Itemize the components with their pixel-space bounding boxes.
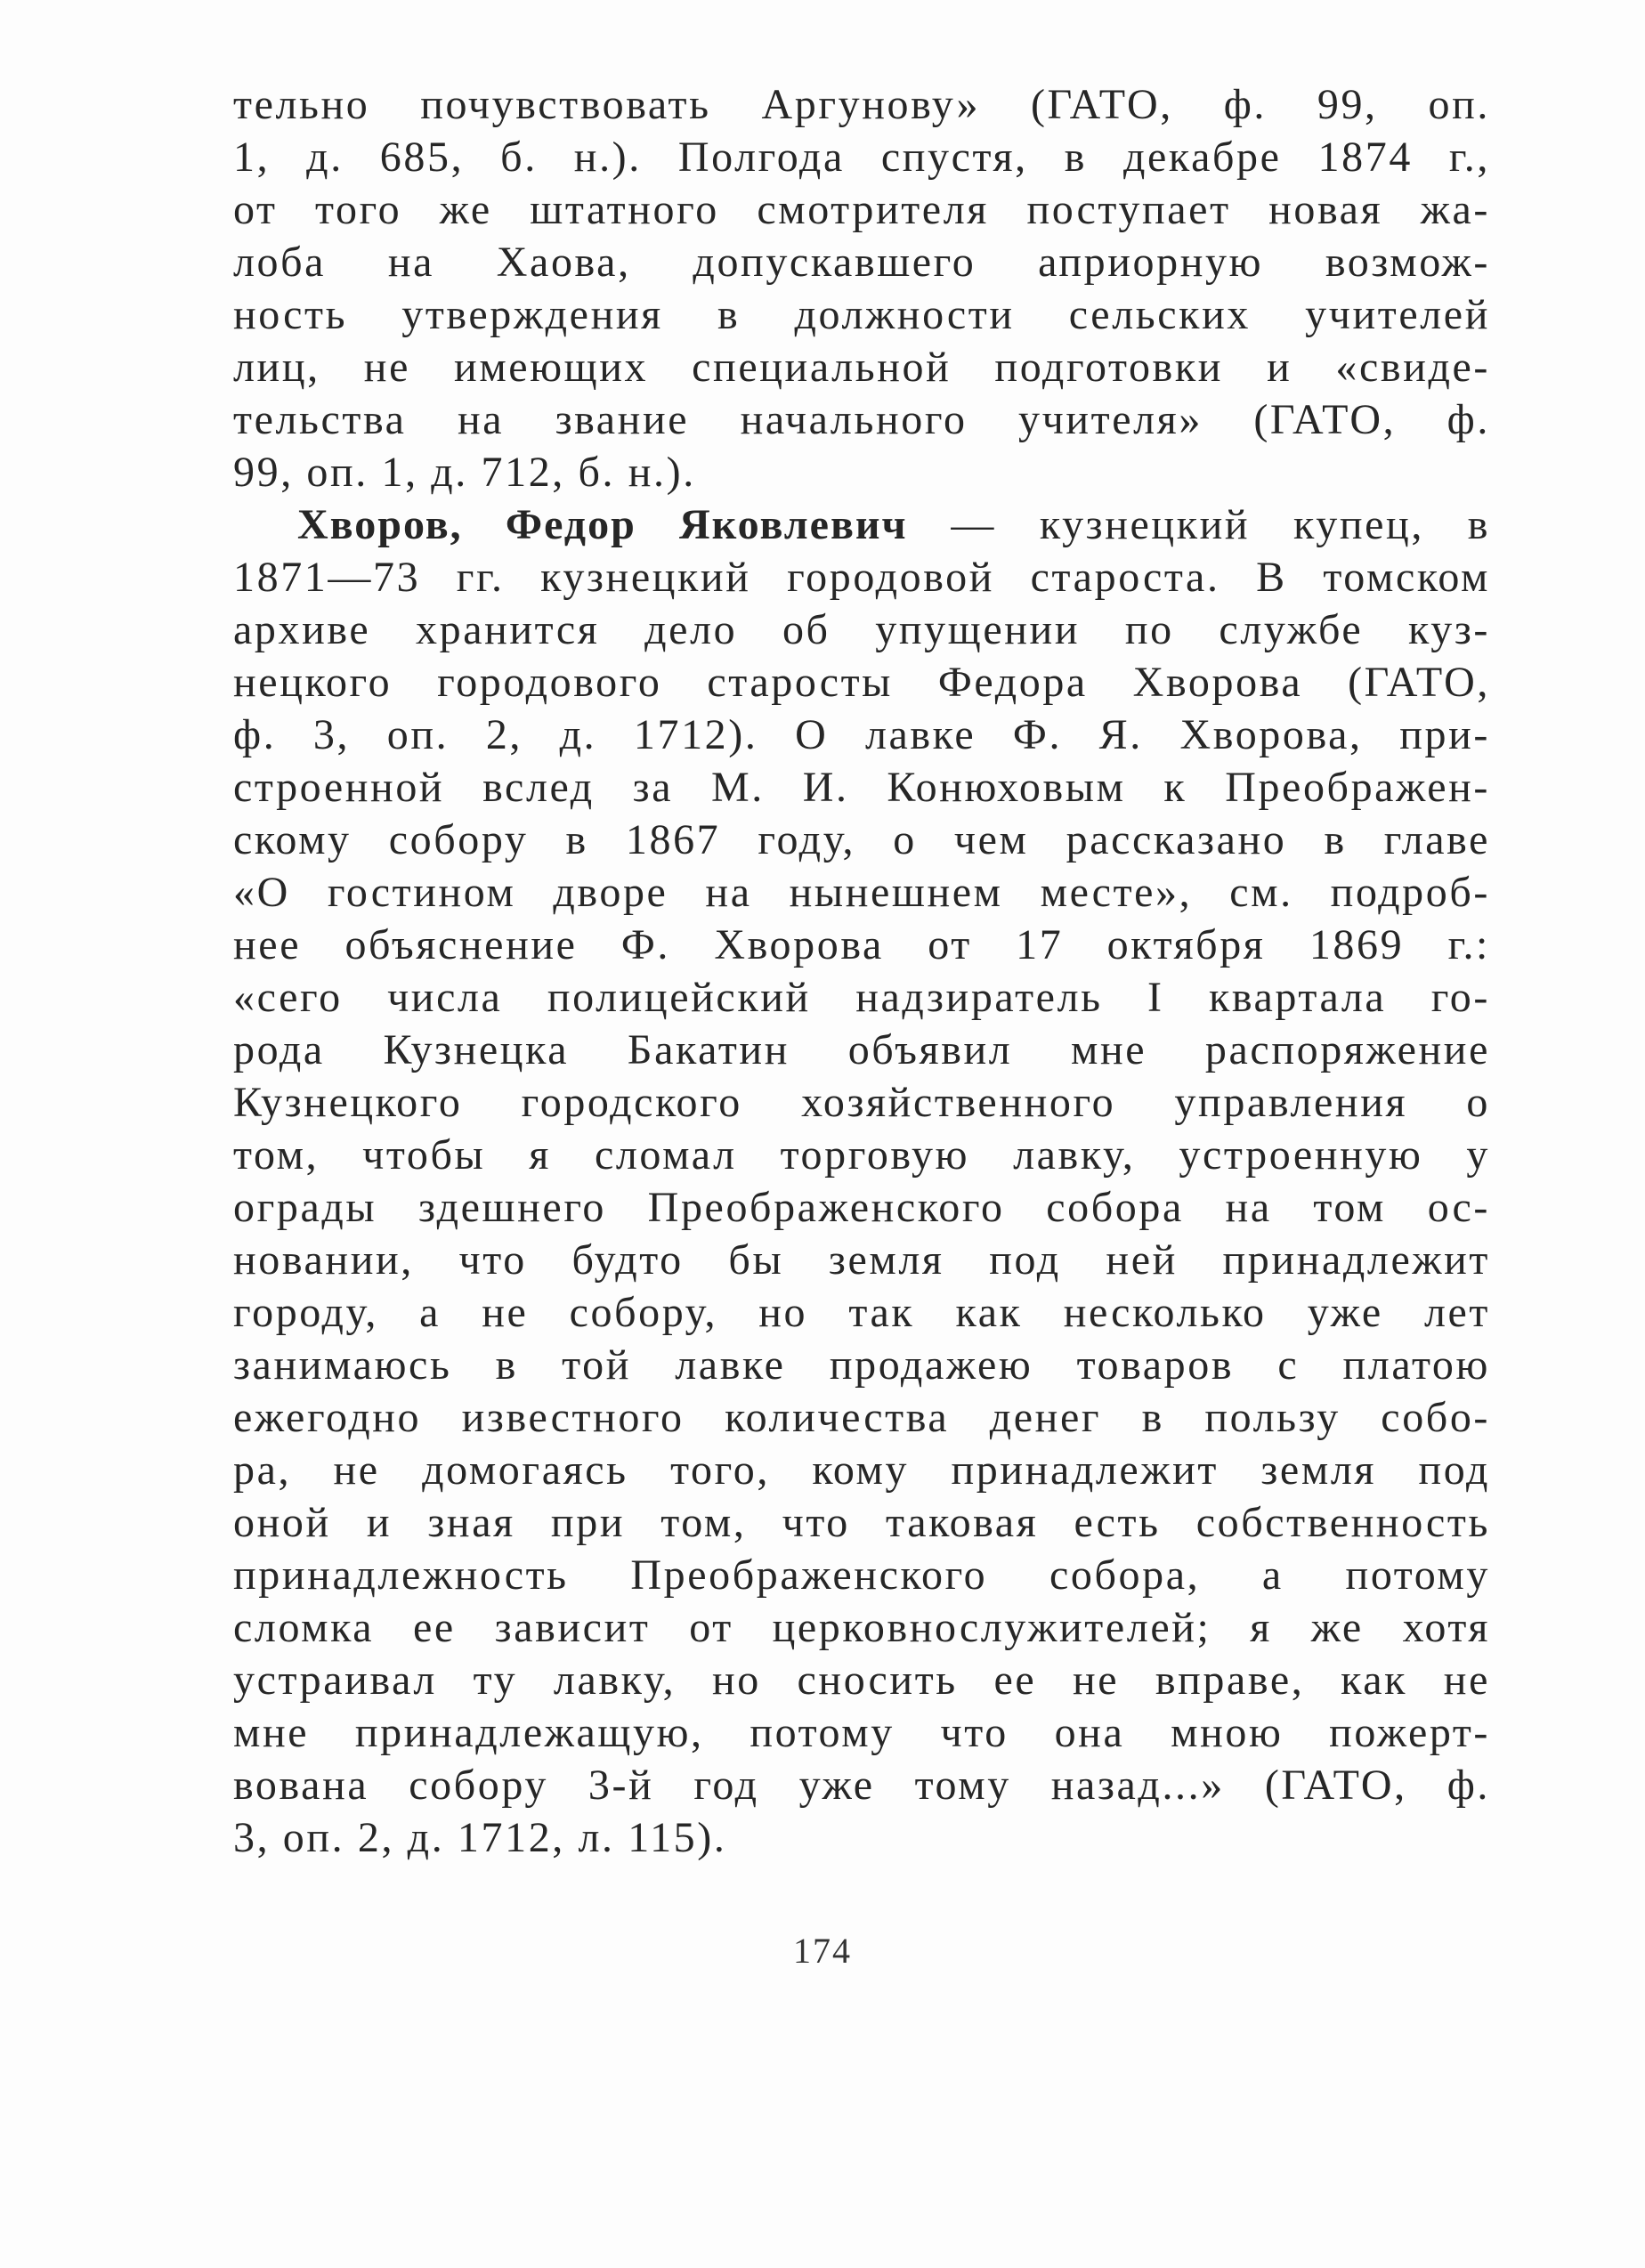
- text-line: устраивал ту лавку, но сносить ее не вправе, как не: [233, 1656, 1490, 1704]
- page-number: 174: [793, 1931, 852, 1971]
- text-line: оной и зная при том, что таковая есть собственность: [233, 1499, 1490, 1546]
- entry-first-line: [233, 498, 1490, 551]
- text-line: тельно почувствовать Аргунову» (ГАТО, ф. 99, оп.: [233, 81, 1490, 128]
- text-line: ограды здешнего Преображенского собора на том ос-: [233, 1184, 1490, 1231]
- text-line: строенной вслед за М. И. Конюховым к Преображен-: [233, 764, 1490, 811]
- text-line: 1, д. 685, б. н.). Полгода спустя, в декабре 1874 г.,: [233, 134, 1490, 181]
- text-line: сломка ее зависит от церковнослужителей; я же хотя: [233, 1604, 1490, 1651]
- entry-name: Хворов, Федор Яковлевич: [297, 501, 908, 548]
- text-line: тельства на звание начального учителя» (ГАТО, ф.: [233, 396, 1490, 443]
- text-line: занимаюсь в той лавке продажею товаров с платою: [233, 1341, 1490, 1389]
- text-line: ра, не домогаясь того, кому принадлежит земля под: [233, 1446, 1490, 1494]
- text-line: «сего числа полицейский надзиратель I квартала го-: [233, 974, 1490, 1021]
- text-line: ность утверждения в должности сельских учителей: [233, 291, 1490, 338]
- text-line: нее объяснение Ф. Хворова от 17 октября 1869 г.:: [233, 921, 1490, 968]
- text-line: 3, оп. 2, д. 1712, л. 115).: [233, 1814, 727, 1861]
- text-line: вована собору 3-й год уже тому назад...» (ГАТО, ф.: [233, 1762, 1490, 1809]
- text-line: от того же штатного смотрителя поступает новая жа-: [233, 186, 1490, 233]
- text-line: новании, что будто бы земля под ней принадлежит: [233, 1236, 1490, 1284]
- text-line: городу, а не собору, но так как несколько уже лет: [233, 1289, 1490, 1336]
- text-line: 99, оп. 1, д. 712, б. н.).: [233, 449, 696, 496]
- entry-first-line-rest: — кузнецкий купец, в: [907, 501, 1490, 548]
- text-line: нецкого городового старосты Федора Хворова (ГАТО,: [233, 659, 1490, 706]
- text-line: 1871—73 гг. кузнецкий городовой староста. В томском: [233, 554, 1490, 601]
- text-line: рода Кузнецка Бакатин объявил мне распоряжение: [233, 1026, 1490, 1073]
- text-line: принадлежность Преображенского собора, а потому: [233, 1551, 1490, 1599]
- text-line: Кузнецкого городского хозяйственного управления о: [233, 1079, 1490, 1126]
- text-line: ежегодно известного количества денег в пользу собо-: [233, 1394, 1490, 1441]
- text-line: ф. 3, оп. 2, д. 1712). О лавке Ф. Я. Хворова, при-: [233, 711, 1490, 758]
- text-line: «О гостином дворе на нынешнем месте», см. подроб-: [233, 869, 1490, 916]
- text-line: архиве хранится дело об упущении по службе куз-: [233, 606, 1490, 653]
- body-text: [233, 78, 1490, 1864]
- text-line: скому собору в 1867 году, о чем рассказано в главе: [233, 816, 1490, 863]
- text-line: лоба на Хаова, допускавшего априорную возмож-: [233, 239, 1490, 286]
- text-line: мне принадлежащую, потому что она мною пожерт-: [233, 1709, 1490, 1756]
- text-line: том, чтобы я сломал торговую лавку, устроенную у: [233, 1131, 1490, 1179]
- text-line: лиц, не имеющих специальной подготовки и «свиде-: [233, 344, 1490, 391]
